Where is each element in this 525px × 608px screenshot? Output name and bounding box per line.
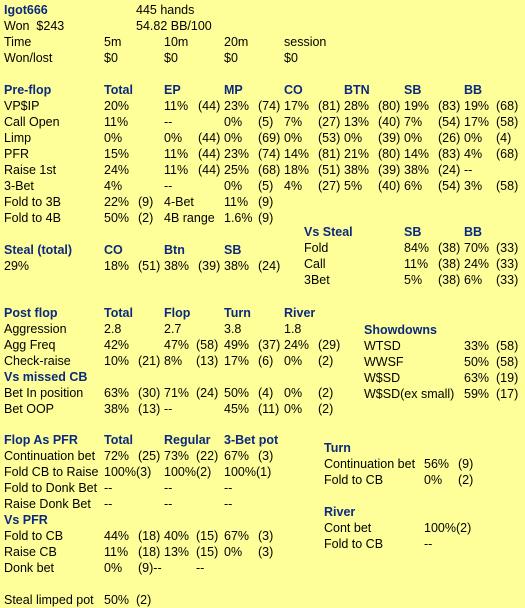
stat-cell: 24% [104, 163, 130, 177]
stat-cell: (38) [438, 273, 461, 287]
row-label: Continuation bet [324, 457, 416, 471]
fold3b-value: 22% [104, 195, 130, 209]
player-name: Igot666 [4, 3, 48, 17]
row-label: PFR [4, 147, 29, 161]
stat-cell: (58) [496, 179, 519, 193]
donk-bet-label: Donk bet [4, 561, 55, 575]
stat-cell: 25% [224, 163, 250, 177]
row-label: WWSF [364, 355, 404, 369]
steal-col-btn: Btn [164, 243, 185, 257]
stat-cell: 11% [164, 147, 189, 161]
preflop-title: Pre-flop [4, 83, 52, 97]
stat-cell: 20% [104, 99, 130, 113]
stat-cell: 45% [224, 402, 250, 416]
steal-co-value: 18% [104, 259, 130, 273]
stat-cell: 14% [284, 147, 310, 161]
steal-col-co: CO [104, 243, 123, 257]
stat-cell: 7% [284, 115, 303, 129]
steal-limped-value: 50% [104, 593, 130, 607]
showdowns-title: Showdowns [364, 323, 437, 337]
row-label: Bet In position [4, 386, 84, 400]
stat-cell: (38) [438, 257, 461, 271]
stat-cell: 44% [104, 529, 130, 543]
stat-cell: 0% [464, 131, 483, 145]
stat-cell: (54) [438, 179, 461, 193]
stat-cell: 38% [344, 163, 370, 177]
stat-cell: (24) [196, 386, 219, 400]
fold3b-count: (9) [138, 195, 154, 209]
time-10m: 10m [164, 35, 189, 49]
wonlost-label: Won/lost [4, 51, 53, 65]
stat-cell: (69) [258, 131, 281, 145]
stat-cell: (80) [378, 147, 401, 161]
stat-cell: (22) [196, 449, 219, 463]
stat-cell: -- [104, 481, 113, 495]
row-label: Raise Donk Bet [4, 497, 91, 511]
stat-cell: 67% [224, 449, 250, 463]
stat-cell: (17) [496, 387, 519, 401]
stat-cell: 17% [284, 99, 310, 113]
vs-steal-row [0, 272, 525, 288]
stat-cell: 5% [344, 179, 363, 193]
stat-cell: (4) [496, 131, 512, 145]
stat-cell: (33) [496, 241, 519, 255]
postflop-col-flop: Flop [164, 306, 191, 320]
row-label: Fold to CB [324, 537, 384, 551]
stat-cell: (58) [496, 115, 519, 129]
wonlost-10m: $0 [164, 51, 178, 65]
row-label: W$SD [364, 371, 401, 385]
stat-cell: (29) [318, 338, 341, 352]
stat-cell: 11% [104, 545, 129, 559]
donk-bet-extra: -- [196, 561, 205, 575]
steal-co-count: (51) [138, 259, 161, 273]
row-label: Call [304, 257, 326, 271]
stat-cell: (40) [378, 179, 401, 193]
showdown-row [0, 370, 525, 386]
stat-cell: (2) [318, 402, 334, 416]
row-label: Fold to Donk Bet [4, 481, 98, 495]
time-label: Time [4, 35, 32, 49]
stat-cell: (24) [438, 163, 461, 177]
stat-cell: (54) [438, 115, 461, 129]
steal-btn-count: (39) [198, 259, 221, 273]
preflop-col-co: CO [284, 83, 303, 97]
stat-cell: 0% [344, 131, 363, 145]
row-label: Check-raise [4, 354, 71, 368]
donk-bet-value: 0% [104, 561, 123, 575]
stat-cell: 0% [224, 545, 243, 559]
showdown-row [0, 354, 525, 370]
preflop-row [0, 130, 525, 146]
row-label: Fold [304, 241, 329, 255]
postflop-title: Post flop [4, 306, 58, 320]
stat-cell: (15) [196, 545, 219, 559]
vs-pfr-title: Vs PFR [4, 513, 48, 527]
stat-cell: 13% [344, 115, 370, 129]
flop-pfr-col-total: Total [104, 433, 133, 447]
row-label: Continuation bet [4, 449, 96, 463]
stat-cell: 15% [104, 147, 130, 161]
preflop-row [0, 114, 525, 130]
stat-cell: (5) [258, 115, 274, 129]
stat-cell: 0% [284, 131, 303, 145]
stat-cell: (26) [438, 131, 461, 145]
stat-cell: (21) [138, 354, 161, 368]
flop-pfr-col-regular: Regular [164, 433, 211, 447]
stat-cell: 50% [464, 355, 490, 369]
row-label: Raise CB [4, 545, 57, 559]
stat-cell: 0% [224, 115, 243, 129]
row-label: Aggression [4, 322, 67, 336]
vs-steal-header [0, 224, 525, 240]
stat-cell: 100%(2) [424, 521, 472, 535]
row-label: Fold to CB [324, 473, 384, 487]
fold4b-value: 50% [104, 211, 130, 225]
donk-bet-row [0, 560, 525, 576]
steal-total: 29% [4, 259, 30, 273]
stat-cell: (74) [258, 99, 281, 113]
stat-cell: (81) [318, 147, 341, 161]
postflop-col-river: River [284, 306, 316, 320]
stat-cell: (2) [318, 354, 334, 368]
stat-cell: (53) [318, 131, 341, 145]
stat-cell: (80) [378, 99, 401, 113]
row-label: W$SD(ex small) [364, 387, 455, 401]
stat-cell: (13) [196, 354, 219, 368]
turn-title: Turn [324, 441, 351, 455]
flop-pfr-col-3bet-pot: 3-Bet pot [224, 433, 279, 447]
postflop-header [0, 305, 525, 321]
stat-cell: (68) [496, 147, 519, 161]
flop-pfr-title: Flop As PFR [4, 433, 78, 447]
steal-col-sb: SB [224, 243, 242, 257]
stat-cell: (58) [496, 339, 519, 353]
donk-bet-count: (9)-- [138, 561, 162, 575]
fourbet-range-label: 4B range [164, 211, 215, 225]
stat-cell: (30) [138, 386, 161, 400]
stat-cell: 73% [164, 449, 190, 463]
wonlost-row [0, 50, 525, 66]
stat-cell: -- [424, 537, 433, 551]
stat-cell: (44) [198, 147, 221, 161]
header-row-2 [0, 18, 525, 34]
postflop-col-total: Total [104, 306, 133, 320]
stat-cell: 3% [464, 179, 483, 193]
stat-cell: -- [224, 497, 233, 511]
steal-btn-value: 38% [164, 259, 190, 273]
stat-cell: 4% [104, 179, 123, 193]
stat-cell: 0% [104, 131, 123, 145]
row-label: Raise 1st [4, 163, 57, 177]
stat-cell: (11) [258, 402, 280, 416]
stat-cell: (33) [496, 257, 519, 271]
preflop-col-mp: MP [224, 83, 243, 97]
hands-count: 445 hands [136, 3, 195, 17]
steal-limped-row [0, 592, 525, 608]
row-label: Limp [4, 131, 32, 145]
stat-cell: (25) [138, 449, 161, 463]
stat-cell: (39) [378, 163, 401, 177]
stat-cell: -- [164, 497, 173, 511]
stat-cell: 8% [164, 354, 183, 368]
stat-cell: 40% [164, 529, 190, 543]
stat-cell: 0% [224, 179, 243, 193]
preflop-header [0, 82, 525, 98]
stat-cell: (3) [258, 529, 274, 543]
row-label: VP$IP [4, 99, 40, 113]
stat-cell: (6) [258, 354, 274, 368]
stat-cell: (83) [438, 147, 461, 161]
stat-cell: -- [224, 481, 233, 495]
showdown-row [0, 338, 525, 354]
stat-cell: 100%(3) [104, 465, 152, 479]
stat-cell: 2.8 [104, 322, 122, 336]
steal-title: Steal (total) [4, 243, 73, 257]
time-row [0, 34, 525, 50]
river-header [0, 504, 525, 520]
river-row [0, 536, 525, 552]
stat-cell: 49% [224, 338, 250, 352]
stat-cell: -- [104, 497, 113, 511]
stat-cell: 6% [464, 273, 483, 287]
stat-cell: -- [164, 179, 173, 193]
stat-cell: 67% [224, 529, 250, 543]
stat-cell: 38% [404, 163, 430, 177]
wonlost-20m: $0 [224, 51, 238, 65]
stat-cell: 11% [164, 163, 189, 177]
stat-cell: 23% [224, 99, 250, 113]
stat-cell: 23% [224, 147, 250, 161]
fourbet-value: 11% [224, 195, 249, 209]
turn-header [0, 440, 525, 456]
stat-cell: (2) [458, 473, 474, 487]
stat-cell: 4% [284, 179, 303, 193]
time-20m: 20m [224, 35, 249, 49]
stat-cell: (58) [496, 355, 519, 369]
fourbet-range-value: 1.6% [224, 211, 253, 225]
row-label: Bet OOP [4, 402, 55, 416]
stat-cell: (33) [496, 273, 519, 287]
turn-row [0, 472, 525, 488]
stat-cell: 5% [404, 273, 423, 287]
stat-cell: 0% [284, 354, 303, 368]
stat-cell: 50% [224, 386, 250, 400]
stat-cell: 0% [424, 473, 443, 487]
stat-cell: (5) [258, 179, 274, 193]
fold-to-3b-row [0, 194, 525, 210]
steal-header [0, 242, 525, 258]
stat-cell: 100%(2) [164, 465, 212, 479]
row-label: Cont bet [324, 521, 372, 535]
stat-cell: (37) [258, 338, 281, 352]
fourbet-range-count: (9) [258, 211, 274, 225]
bb-per-100: 54.82 BB/100 [136, 19, 212, 33]
row-label: Fold CB to Raise [4, 465, 99, 479]
stat-cell: 19% [464, 99, 490, 113]
stat-cell: (18) [138, 529, 161, 543]
won-amount: Won $243 [4, 19, 65, 33]
stat-cell: -- [164, 402, 173, 416]
row-label: WTSD [364, 339, 401, 353]
stat-cell: 100%(1) [224, 465, 272, 479]
stat-cell: (15) [196, 529, 219, 543]
vs-steal-col-bb: BB [464, 225, 483, 239]
stat-cell: 13% [164, 545, 190, 559]
fourbet-label: 4-Bet [164, 195, 194, 209]
stat-cell: (13) [138, 402, 161, 416]
stat-cell: 24% [284, 338, 310, 352]
preflop-row [0, 98, 525, 114]
row-label: Agg Freq [4, 338, 56, 352]
stat-cell: (39) [378, 131, 401, 145]
showdowns-header [0, 322, 525, 338]
time-session: session [284, 35, 327, 49]
stat-cell: -- [464, 163, 473, 177]
river-row [0, 520, 525, 536]
stat-cell: -- [164, 115, 173, 129]
postflop-col-turn: Turn [224, 306, 251, 320]
stat-cell: 2.7 [164, 322, 182, 336]
stat-cell: 38% [104, 402, 130, 416]
vs-steal-col-sb: SB [404, 225, 422, 239]
row-label: 3-Bet [4, 179, 34, 193]
row-label: Call Open [4, 115, 60, 129]
stat-cell: 14% [404, 147, 430, 161]
turn-row [0, 456, 525, 472]
stat-cell: 0% [284, 386, 303, 400]
stat-cell: (68) [258, 163, 281, 177]
stat-cell: (74) [258, 147, 281, 161]
stat-cell: -- [164, 481, 173, 495]
stat-cell: (44) [198, 99, 221, 113]
stat-cell: 11% [404, 257, 429, 271]
preflop-col-ep: EP [164, 83, 181, 97]
stat-cell: 17% [224, 354, 250, 368]
river-title: River [324, 505, 356, 519]
wonlost-5m: $0 [104, 51, 118, 65]
stat-cell: 28% [344, 99, 370, 113]
stat-cell: (27) [318, 115, 341, 129]
preflop-row [0, 178, 525, 194]
stat-cell: 17% [464, 115, 490, 129]
wonlost-session: $0 [284, 51, 298, 65]
header-row-1 [0, 2, 525, 18]
missed-cb-row [0, 401, 525, 417]
preflop-col-btn: BTN [344, 83, 370, 97]
time-5m: 5m [104, 35, 122, 49]
steal-sb-count: (24) [258, 259, 281, 273]
stat-cell: 6% [404, 179, 423, 193]
vs-missed-cb-title: Vs missed CB [4, 370, 88, 384]
stat-cell: (51) [318, 163, 341, 177]
showdown-row [0, 386, 525, 402]
stat-cell: 84% [404, 241, 430, 255]
stat-cell: 70% [464, 241, 490, 255]
stat-cell: 47% [164, 338, 190, 352]
steal-row [0, 258, 525, 274]
stat-cell: 3.8 [224, 322, 242, 336]
row-label: Fold to CB [4, 529, 64, 543]
stat-cell: 1.8 [284, 322, 302, 336]
stat-cell: (81) [318, 99, 341, 113]
stat-cell: (40) [378, 115, 401, 129]
stat-cell: 56% [424, 457, 450, 471]
stat-cell: 63% [104, 386, 130, 400]
stat-cell: 18% [284, 163, 310, 177]
stat-cell: 0% [284, 402, 303, 416]
stat-cell: (18) [138, 545, 161, 559]
steal-limped-count: (2) [136, 593, 152, 607]
stat-cell: 7% [404, 115, 423, 129]
stat-cell: 71% [164, 386, 190, 400]
preflop-row [0, 162, 525, 178]
stat-cell: 0% [164, 131, 183, 145]
stat-cell: (3) [258, 449, 274, 463]
stat-cell: 42% [104, 338, 130, 352]
steal-limped-label: Steal limped pot [4, 593, 94, 607]
stat-cell: (2) [318, 386, 334, 400]
stat-cell: 24% [464, 257, 490, 271]
stat-cell: 63% [464, 371, 490, 385]
stat-cell: 11% [104, 115, 129, 129]
preflop-col-total: Total [104, 83, 133, 97]
stat-cell: (3) [258, 545, 274, 559]
stat-cell: (44) [198, 163, 221, 177]
stat-cell: (58) [196, 338, 219, 352]
preflop-col-sb: SB [404, 83, 422, 97]
fold4b-label: Fold to 4B [4, 211, 61, 225]
stat-cell: 72% [104, 449, 130, 463]
preflop-row [0, 146, 525, 162]
stat-cell: 4% [464, 147, 483, 161]
steal-sb-value: 38% [224, 259, 250, 273]
stat-cell: (44) [198, 131, 221, 145]
fold4b-count: (2) [138, 211, 154, 225]
preflop-col-bb: BB [464, 83, 483, 97]
stat-cell: (19) [496, 371, 519, 385]
fourbet-count: (9) [258, 195, 274, 209]
fold3b-label: Fold to 3B [4, 195, 61, 209]
stat-cell: (9) [458, 457, 474, 471]
stat-cell: (4) [258, 386, 274, 400]
vs-steal-title: Vs Steal [304, 225, 353, 239]
stat-cell: 0% [224, 131, 243, 145]
stat-cell: 33% [464, 339, 490, 353]
stat-cell: (38) [438, 241, 461, 255]
stat-cell: (83) [438, 99, 461, 113]
stat-cell: 10% [104, 354, 130, 368]
stat-cell: (27) [318, 179, 341, 193]
stat-cell: 19% [404, 99, 430, 113]
stat-cell: 21% [344, 147, 370, 161]
stat-cell: (68) [496, 99, 519, 113]
stat-cell: 59% [464, 387, 490, 401]
stat-cell: 0% [404, 131, 423, 145]
row-label: 3Bet [304, 273, 330, 287]
stat-cell: 11% [164, 99, 189, 113]
